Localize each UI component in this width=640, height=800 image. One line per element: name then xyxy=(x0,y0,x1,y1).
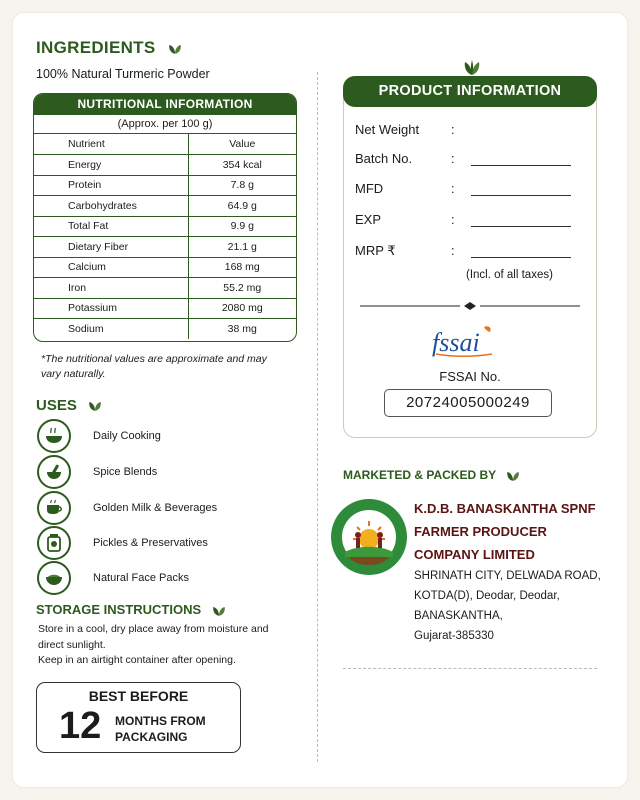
storage-line: Keep in an airtight container after opening. xyxy=(38,654,236,666)
nutrient-name: Iron xyxy=(34,278,188,299)
field-colon: : xyxy=(451,243,455,258)
table-row xyxy=(34,155,296,176)
face-pack-bowl-icon xyxy=(37,561,71,595)
company-name: K.D.B. BANASKANTHA SPNF FARMER PRODUCER COMPANY LIMITED xyxy=(414,501,596,562)
ingredients-text: 100% Natural Turmeric Powder xyxy=(36,67,210,81)
best-before-number: 12 xyxy=(59,705,102,747)
use-item-face-packs xyxy=(37,561,189,595)
nutrition-table-box xyxy=(33,93,297,342)
leaf-icon xyxy=(167,43,183,55)
nutrition-title: NUTRITIONAL INFORMATION xyxy=(34,94,296,115)
best-before-title: BEST BEFORE xyxy=(88,688,189,704)
table-row xyxy=(34,196,296,217)
nutrition-note: *The nutritional values are approximate and may vary naturally. xyxy=(41,353,267,380)
nutrient-value: 2080 mg xyxy=(188,298,296,319)
storage-line: Store in a cool, dry place away from moisture and direct sunlight. xyxy=(38,623,269,651)
product-info-title: PRODUCT INFORMATION xyxy=(343,76,597,107)
bottom-divider xyxy=(343,668,597,669)
field-colon: : xyxy=(451,151,455,166)
use-item-daily-cooking xyxy=(37,419,161,453)
nutrient-value: 64.9 g xyxy=(188,196,296,217)
table-row xyxy=(34,298,296,319)
jar-icon xyxy=(37,526,71,560)
nutrition-table xyxy=(34,134,296,339)
nutrition-subtitle: (Approx. per 100 g) xyxy=(34,115,296,134)
table-row xyxy=(34,257,296,278)
leaf-icon xyxy=(87,400,103,412)
exp-line xyxy=(471,226,571,227)
nutrient-name: Calcium xyxy=(34,257,188,278)
marketed-heading: MARKETED & PACKED BY xyxy=(343,468,521,482)
nutrient-name: Dietary Fiber xyxy=(34,237,188,258)
ornament-divider xyxy=(360,301,580,311)
incl-taxes-note: (Incl. of all taxes) xyxy=(466,269,553,281)
company-address: SHRINATH CITY, DELWADA ROAD, KOTDA(D), Deodar, Deodar, BANASKANTHA, Gujarat-385330 xyxy=(414,570,601,642)
table-row xyxy=(34,216,296,237)
cup-icon xyxy=(37,491,71,525)
best-before-box xyxy=(36,682,241,753)
fssai-number: 20724005000249 xyxy=(384,389,552,417)
ingredients-heading: INGREDIENTS xyxy=(36,38,183,58)
nutrient-name: Energy xyxy=(34,155,188,176)
nutrient-value: 9.9 g xyxy=(188,216,296,237)
column-divider xyxy=(317,72,318,762)
batch-no-line xyxy=(471,165,571,166)
column-header: Value xyxy=(188,134,296,155)
use-label: Spice Blends xyxy=(93,466,158,478)
leaf-icon xyxy=(211,605,227,617)
mortar-pestle-icon xyxy=(37,455,71,489)
storage-heading: STORAGE INSTRUCTIONS xyxy=(36,602,227,617)
field-label-mrp: MRP ₹ xyxy=(355,243,396,258)
fssai-logo xyxy=(430,323,500,359)
use-label: Golden Milk & Beverages xyxy=(93,502,218,514)
leaf-icon xyxy=(505,470,521,482)
table-row xyxy=(34,319,296,340)
storage-text xyxy=(38,622,278,669)
column-header: Nutrient xyxy=(34,134,188,155)
leaf-icon xyxy=(461,60,483,76)
field-colon: : xyxy=(451,122,455,137)
use-item-pickles xyxy=(37,526,208,560)
nutrient-name: Potassium xyxy=(34,298,188,319)
svg-text:fssai: fssai xyxy=(432,328,480,357)
use-item-golden-milk xyxy=(37,491,217,525)
field-label-batch-no: Batch No. xyxy=(355,151,413,166)
company-emblem-logo xyxy=(329,497,409,577)
nutrient-value: 7.8 g xyxy=(188,175,296,196)
nutrient-value: 21.1 g xyxy=(188,237,296,258)
table-header-row xyxy=(34,134,296,155)
nutrient-name: Total Fat xyxy=(34,216,188,237)
nutrient-name: Carbohydrates xyxy=(34,196,188,217)
fssai-label: FSSAI No. xyxy=(439,369,501,384)
mrp-line xyxy=(471,257,571,258)
use-label: Pickles & Preservatives xyxy=(93,537,208,549)
field-label-exp: EXP xyxy=(355,212,382,227)
nutrient-value: 168 mg xyxy=(188,257,296,278)
uses-heading: USES xyxy=(36,397,103,414)
product-info-box xyxy=(343,76,597,438)
table-row xyxy=(34,278,296,299)
nutrient-value: 38 mg xyxy=(188,319,296,340)
nutrient-name: Protein xyxy=(34,175,188,196)
field-colon: : xyxy=(451,212,455,227)
field-colon: : xyxy=(451,181,455,196)
use-label: Natural Face Packs xyxy=(93,572,189,584)
nutrient-name: Sodium xyxy=(68,323,104,335)
table-row xyxy=(34,175,296,196)
field-label-net-weight: Net Weight xyxy=(355,122,420,137)
bowl-icon xyxy=(37,419,71,453)
use-item-spice-blends xyxy=(37,455,157,489)
best-before-text: MONTHS FROM PACKAGING xyxy=(115,714,206,744)
mfd-line xyxy=(471,195,571,196)
field-label-mfd: MFD xyxy=(355,181,384,196)
table-row xyxy=(34,237,296,258)
use-label: Daily Cooking xyxy=(93,430,161,442)
nutrient-value: 354 kcal xyxy=(188,155,296,176)
nutrient-value: 55.2 mg xyxy=(188,278,296,299)
